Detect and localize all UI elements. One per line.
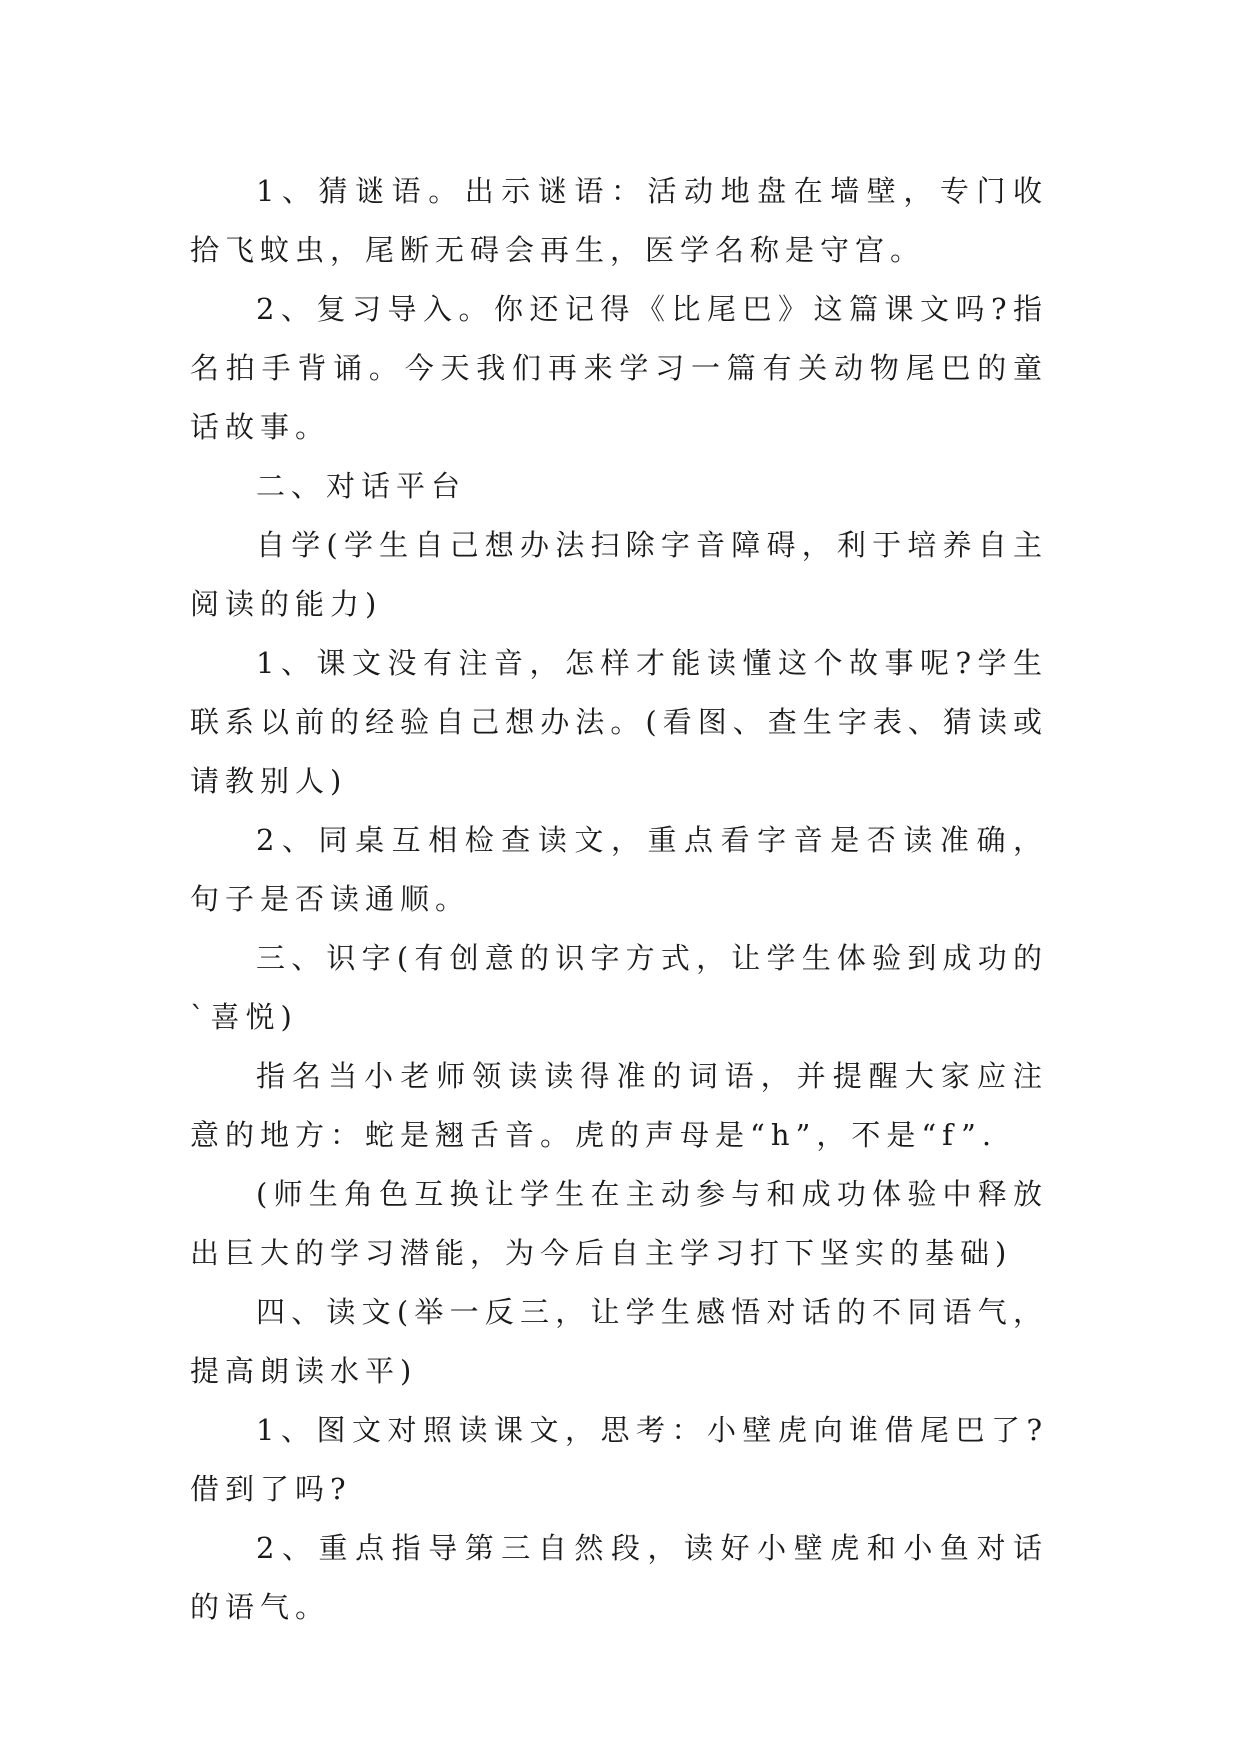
paragraph-self-study: 自学(学生自己想办法扫除字音障碍，利于培养自主阅读的能力) (190, 528, 1048, 621)
section-heading-dialogue: 二、对话平台 (256, 469, 467, 503)
section-heading-literacy: 三、识字(有创意的识字方式，让学生体验到成功的`喜悦) (190, 941, 1048, 1034)
paragraph-little-teacher: 指名当小老师领读读得准的词语，并提醒大家应注意的地方：蛇是翘舌音。虎的声母是“h”，不是“f”. (190, 1059, 1048, 1152)
paragraph-role-swap: (师生角色互换让学生在主动参与和成功体验中释放出巨大的学习潜能，为今后自主学习打下坚实的基础) (190, 1177, 1048, 1270)
paragraph-no-phonetics: 1、课文没有注音，怎样才能读懂这个故事呢?学生联系以前的经验自己想办法。(看图、查生字表、猜读或请教别人) (190, 646, 1048, 798)
section-heading-reading: 四、读文(举一反三，让学生感悟对话的不同语气，提高朗读水平) (190, 1295, 1048, 1388)
document-page (190, 162, 1048, 1637)
paragraph-third-section: 2、重点指导第三自然段，读好小壁虎和小鱼对话的语气。 (190, 1531, 1048, 1624)
paragraph-review-intro: 2、复习导入。你还记得《比尾巴》这篇课文吗?指名拍手背诵。今天我们再来学习一篇有关动物尾巴的童话故事。 (190, 292, 1048, 444)
paragraph-riddle: 1、猜谜语。出示谜语：活动地盘在墙壁，专门收拾飞蚊虫，尾断无碍会再生，医学名称是守宫。 (190, 174, 1048, 267)
paragraph-peer-check: 2、同桌互相检查读文，重点看字音是否读准确，句子是否读通顺。 (190, 823, 1048, 916)
paragraph-picture-reading: 1、图文对照读课文，思考：小壁虎向谁借尾巴了?借到了吗? (190, 1413, 1048, 1506)
